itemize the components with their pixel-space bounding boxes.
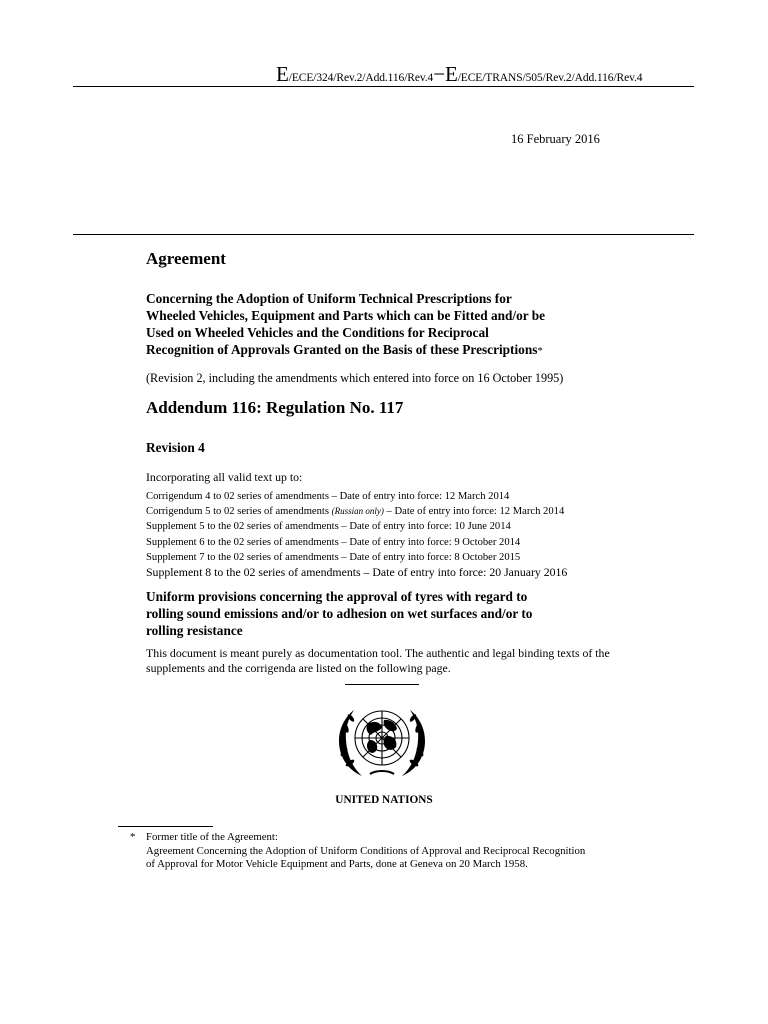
addendum-heading: Addendum 116: Regulation No. 117: [146, 398, 404, 417]
footnote-rule: [118, 826, 213, 827]
documentation-note: [146, 646, 661, 676]
incorporating-text: Incorporating all valid text up to:: [146, 470, 303, 484]
footnote-line: * Former title of the Agreement:: [130, 831, 278, 843]
footnote: [130, 831, 650, 872]
regulation-title-line: Uniform provisions concerning the approval of tyres with regard to: [146, 589, 528, 604]
footnote-marker: *: [130, 831, 136, 843]
agreement-heading: Agreement: [146, 249, 226, 268]
agreement-title-line: Used on Wheeled Vehicles and the Conditions for Reciprocal: [146, 325, 489, 340]
revision-note: (Revision 2, including the amendments which entered into force on 16 October 1995): [146, 371, 564, 385]
footnote-line: Agreement Concerning the Adoption of Uniform Conditions of Approval and Reciprocal Recognition: [146, 844, 586, 857]
united-nations-emblem-icon: [334, 700, 430, 780]
publisher-name: UNITED NATIONS: [335, 794, 433, 806]
short-rule: [345, 684, 419, 685]
footnote-marker[interactable]: *: [537, 345, 543, 357]
regulation-title: [146, 588, 616, 639]
amendments-list: [146, 489, 666, 581]
list-item: Supplement 7 to the 02 series of amendments – Date of entry into force: 8 October 2015: [146, 551, 521, 563]
regulation-title-line: rolling sound emissions and/or to adhesion on wet surfaces and/or to: [146, 606, 533, 621]
revision-heading: Revision 4: [146, 440, 205, 455]
agreement-title-line: Recognition of Approvals Granted on the Basis of these Prescriptions*: [146, 342, 543, 357]
symbol-1-rest: /ECE/324/Rev.2/Add.116/Rev.4: [288, 72, 434, 84]
symbol-separator: −: [433, 62, 445, 86]
list-item: Corrigendum 4 to 02 series of amendments – Date of entry into force: 12 March 2014: [146, 491, 510, 502]
list-item: Corrigendum 5 to 02 series of amendments (Russian only) – Date of entry into force: 12 March 2014: [146, 506, 565, 518]
list-item: Supplement 5 to the 02 series of amendments – Date of entry into force: 10 June 2014: [146, 521, 511, 533]
documentation-note-line: This document is meant purely as documentation tool. The authentic and legal binding texts of the: [146, 646, 610, 660]
document-date: 16 February 2016: [511, 132, 600, 146]
list-item: Supplement 8 to the 02 series of amendments – Date of entry into force: 20 January 2016: [146, 565, 568, 580]
list-item: Supplement 6 to the 02 series of amendments – Date of entry into force: 9 October 2014: [146, 536, 521, 548]
symbol-1-initial: E: [276, 62, 289, 86]
symbol-2-initial: E: [444, 62, 458, 86]
title-rule: [73, 234, 694, 235]
symbol-2-rest: /ECE/TRANS/505/Rev.2/Add.116/Rev.4: [457, 72, 643, 84]
documentation-note-line: supplements and the corrigenda are listed on the following page.: [146, 660, 451, 675]
agreement-title-line: Concerning the Adoption of Uniform Technical Prescriptions for: [146, 291, 512, 306]
agreement-full-title: [146, 290, 646, 360]
agreement-title-line: Wheeled Vehicles, Equipment and Parts which can be Fitted and/or be: [146, 308, 546, 323]
header-rule: [73, 86, 694, 87]
russian-only-note: (Russian only): [331, 506, 384, 517]
footnote-line: of Approval for Motor Vehicle Equipment and Parts, done at Geneva on 20 March 1958.: [146, 858, 528, 871]
document-symbol: [276, 62, 696, 87]
regulation-title-line: rolling resistance: [146, 623, 243, 638]
